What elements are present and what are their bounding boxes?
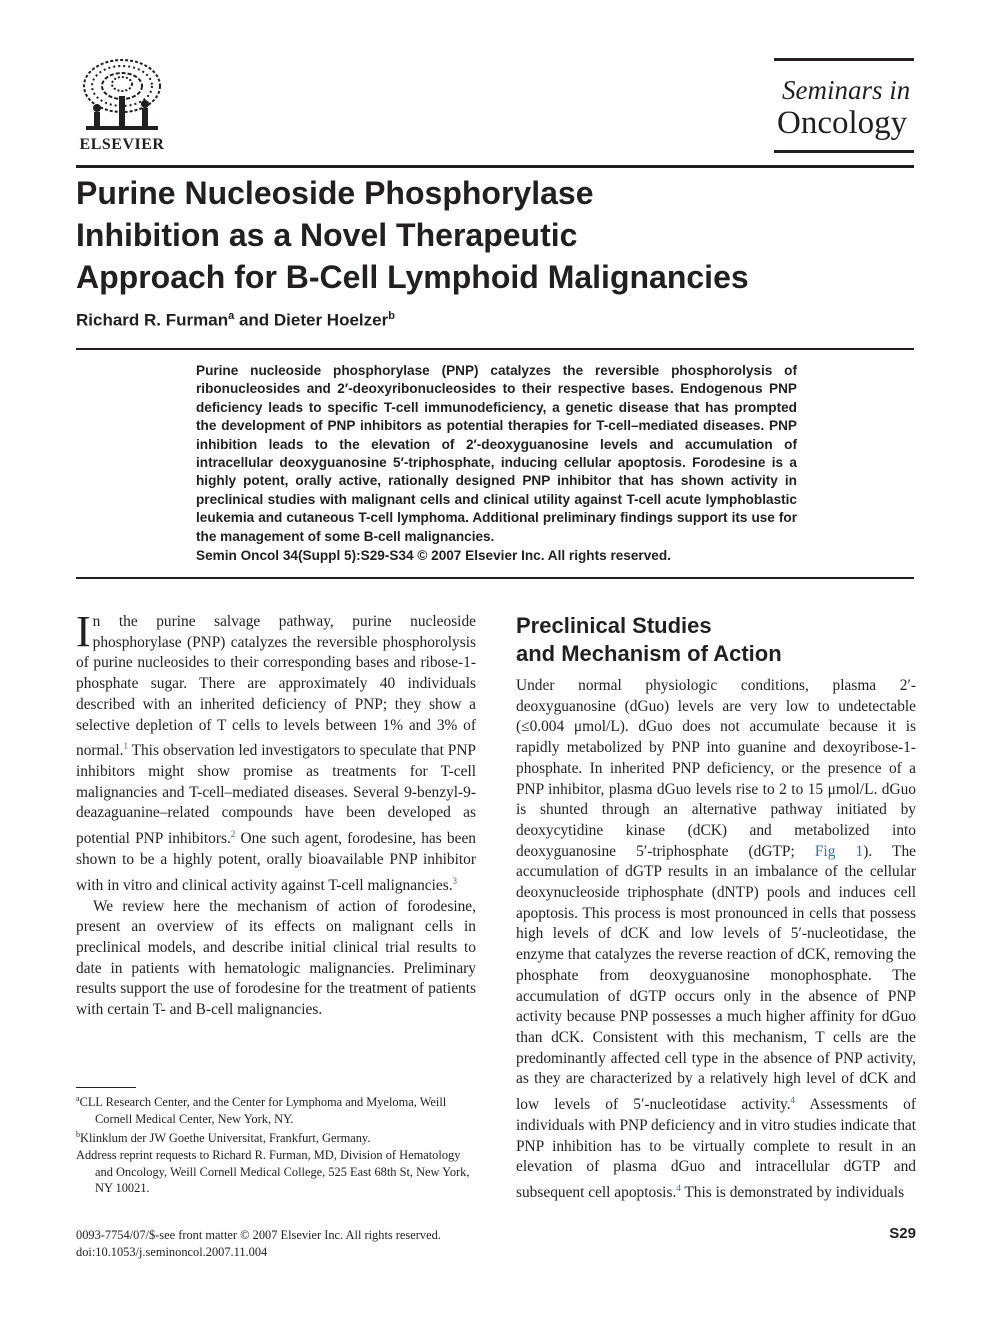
affiliation-marker: b [76, 1130, 80, 1140]
paragraph-text: n the purine salvage pathway, purine nucleoside phosphorylase (PNP) catalyzes the reversible phosphorolysis of purine nucleosides to their corresponding bases and ribose-1-phosphate sugar. There are approximately 40 individuals described with an inherited deficiency of PNP; they show a selective depletion of T cells to levels between 1% and 3% of normal. [76, 613, 476, 760]
footnote-text: Klinklum der JW Goethe Universitat, Frankfurt, Germany. [80, 1131, 371, 1146]
heading-line: and Mechanism of Action [516, 641, 782, 666]
citation: Semin Oncol 34(Suppl 5):S29-S34 © 2007 Elsevier Inc. All rights reserved. [196, 548, 671, 563]
title-line: Approach for B-Cell Lymphoid Malignancies [76, 259, 749, 295]
page-number: S29 [889, 1225, 916, 1242]
author-name: Dieter Hoelzer [273, 310, 389, 330]
footnote-text: CLL Research Center, and the Center for Lymphoma and Myeloma, Weill Cornell Medical Center, New York, NY. [79, 1095, 447, 1126]
paragraph-text: ). The accumulation of dGTP results in an imbalance of the cellular deoxynucleoside triphosphate (dNTP) pools and induces cell apoptosis. This process is most pronounced in cells that possess high levels of dCK and low levels of 5′-nucleotidase, the enzyme that catalyzes the reverse reaction of dCK, removing the phosphate from deoxyguanosine monophosphate. The accumulation of dGTP occurs only in the absence of PNP activity because PNP possesses a much higher affinity for dGuo than dCK. Consistent with this mechanism, T cells are the predominantly affected cell type in the absence of PNP activity, as they are characterized by a relatively high level of dCK and low levels of 5′-nucleotidase activity. [516, 842, 916, 1114]
title-line: Inhibition as a Novel Therapeutic [76, 217, 578, 253]
front-matter-info [76, 1227, 441, 1261]
journal-name-line1: Seminars in [782, 75, 911, 105]
header-divider [76, 165, 914, 168]
article-title [76, 172, 836, 298]
heading-line: Preclinical Studies [516, 613, 712, 638]
footnote-affiliation-a [76, 1091, 476, 1127]
right-column [516, 676, 916, 1204]
footnote-rule [76, 1087, 136, 1088]
abstract-bottom-rule [76, 577, 914, 579]
reference-link[interactable]: 1 [123, 741, 128, 752]
abstract: Purine nucleoside phosphorylase (PNP) catalyzes the reversible phosphorolysis of ribonucleosides and 2′-deoxyribonucleosides to their respective bases. Endogenous PNP deficiency leads to specific T-cell immunodeficiency, a genetic disease that has prompted the development of PNP inhibitors as potential therapies for T-cell–mediated diseases. PNP inhibition leads to the elevation of 2′-deoxyguanosine levels and accumulation of intracellular deoxyguanosine 5′-triphosphate, inducing cellular apoptosis. Forodesine is a highly potent, orally active, rationally designed PNP inhibitor that has shown activity in preclinical studies with malignant cells and clinical utility against T-cell acute lymphoblastic leukemia and cutaneous T-cell lymphoma. Additional preliminary findings support its use for the management of some B-cell malignancies. [196, 363, 797, 544]
affiliation-marker: b [388, 310, 395, 322]
review-paragraph: We review here the mechanism of action of forodesine, present an overview of its effects on malignant cells in preclinical models, and describe initial clinical trial results to date in patients with hematologic malignancies. Preliminary results support the use of forodesine for the treatment of patients with certain T- and B-cell malignancies. [76, 897, 476, 1019]
author-list [76, 310, 395, 331]
affiliation-marker: a [76, 1094, 80, 1103]
journal-rule [774, 150, 914, 153]
footnotes [76, 1091, 476, 1197]
paragraph-text: One such agent, forodesine, has been shown to be a highly potent, orally bioavailable PNP inhibitor with in vitro and clinical activity against T-cell malignancies. [76, 830, 476, 894]
issn-line: 0093-7754/07/$-see front matter © 2007 Elsevier Inc. All rights reserved. [76, 1228, 441, 1242]
journal-name-line2: Oncology [777, 105, 908, 141]
section-heading [516, 612, 916, 668]
title-line: Purine Nucleoside Phosphorylase [76, 175, 594, 211]
reference-link[interactable]: 4 [790, 1095, 796, 1106]
reference-link[interactable]: 2 [230, 829, 236, 840]
intro-paragraph [76, 607, 476, 897]
affiliation-marker: a [228, 310, 235, 322]
footnote-affiliation-b [76, 1127, 476, 1147]
paragraph-text: This is demonstrated by individuals [680, 1184, 905, 1202]
elsevier-tree-logo-icon [78, 56, 166, 136]
paragraph-text: Assessments of individuals with PNP deficiency and in vitro studies indicate that PNP inhibition has to be virtually complete to result in an elevation of plasma dGuo and intracellular dGTP and subsequent cell apoptosis. [516, 1096, 916, 1202]
figure-link[interactable]: Fig 1 [814, 842, 864, 860]
author-connector: and [234, 310, 274, 330]
publisher-name: ELSEVIER [79, 136, 165, 153]
mechanism-paragraph [516, 676, 916, 1204]
footnote-address: Address reprint requests to Richard R. Furman, MD, Division of Hematology and Oncology, Weill Cornell Medical College, 525 East 68th St, New York, NY 10021. [76, 1148, 470, 1196]
drop-cap: I [76, 607, 91, 656]
paragraph-text: This observation led investigators to speculate that PNP inhibitors might show promise as treatments for T-cell malignancies and T-cell–mediated diseases. Several 9-benzyl-9-deazaguanine–related compounds have been developed as potential PNP inhibitors. [76, 742, 476, 848]
left-column [76, 607, 476, 1021]
author-name: Richard R. Furman [76, 310, 229, 330]
reference-link[interactable]: 3 [452, 875, 458, 886]
doi-line[interactable]: doi:10.1053/j.seminoncol.2007.11.004 [76, 1245, 268, 1259]
abstract-top-rule [76, 348, 914, 350]
journal-masthead [774, 58, 914, 141]
reference-link[interactable]: 4 [676, 1183, 681, 1193]
paragraph-text: Under normal physiologic conditions, plasma 2′-deoxyguanosine (dGuo) levels are very low to undetectable (≤0.004 μmol/L). dGuo does not accumulate because it is rapidly metabolized by PNP into guanine and dexoyribose-1-phosphate. In inherited PNP deficiency, or the presence of a PNP inhibitor, plasma dGuo levels rise to 2 to 15 μmol/L. dGuo is shunted through an alternative pathway initiated by deoxycytidine kinase (dCK) and metabolized into deoxyguanosine 5′-triphosphate (dGTP; [516, 677, 916, 860]
